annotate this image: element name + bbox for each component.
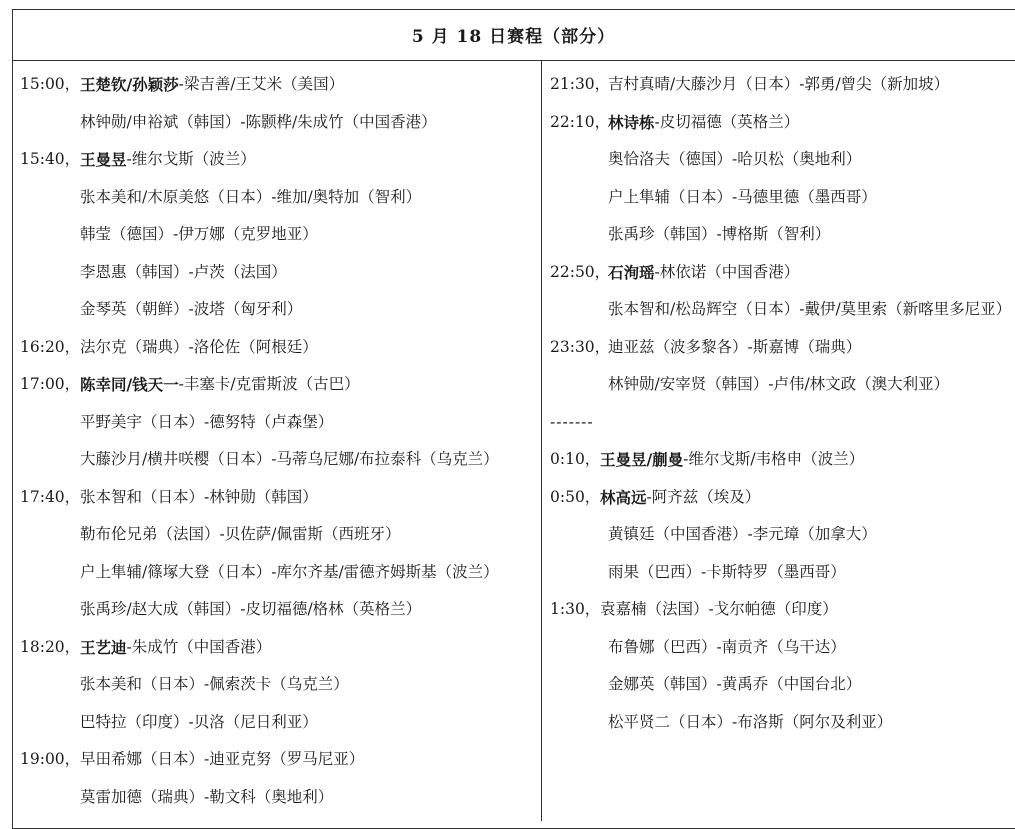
match-text: 户上隼辅/篠塚大登（日本）-库尔齐基/雷德齐姆斯基（波兰） — [80, 562, 499, 581]
match-text: 松平贤二（日本）-布洛斯（阿尔及利亚） — [608, 712, 893, 731]
match-time: 1:30， — [550, 600, 601, 618]
schedule-line — [550, 479, 1015, 517]
match-text: 张本智和/松岛辉空（日本）-戴伊/莫里索（新喀里多尼亚） — [608, 300, 1012, 318]
match-text: 大藤沙月/横井咲樱（日本）-马蒂乌尼娜/布拉泰科（乌克兰） — [80, 450, 499, 468]
schedule-line — [550, 441, 1015, 479]
match-text: 袁嘉楠（法国）-戈尔帕德（印度） — [600, 600, 838, 618]
match-text: 黄镇廷（中国香港）-李元璋（加拿大） — [608, 525, 877, 543]
featured-players: 林诗栋 — [608, 112, 655, 132]
match-text: 雨果（巴西）-卡斯特罗（墨西哥） — [608, 562, 846, 581]
match-time: 23:30， — [550, 337, 611, 356]
schedule-line — [20, 141, 538, 179]
schedule-line — [20, 216, 538, 254]
featured-players: 王曼昱/蒯曼 — [600, 450, 684, 469]
schedule-line — [550, 104, 1015, 142]
schedule-line — [20, 179, 538, 217]
match-text: -维尔戈斯/韦格申（波兰） — [683, 450, 865, 468]
schedule-line — [550, 216, 1015, 254]
schedule-line — [20, 629, 538, 667]
match-text: 李恩惠（韩国）-卢茨（法国） — [80, 262, 287, 281]
schedule-line — [20, 666, 538, 704]
match-time: 15:00， — [20, 75, 81, 93]
schedule-line — [20, 516, 538, 554]
schedule-line — [20, 591, 538, 629]
match-text: 布鲁娜（巴西）-南贡齐（乌干达） — [608, 637, 846, 656]
match-text: -阿齐兹（埃及） — [646, 487, 761, 506]
match-text: 张禹珍/赵大成（韩国）-皮切福德/格林（英格兰） — [80, 600, 422, 618]
match-text: 巴特拉（印度）-贝洛（尼日利亚） — [80, 712, 318, 731]
match-text: 莫雷加德（瑞典）-勒文科（奥地利） — [80, 787, 334, 806]
match-time: 16:20， — [20, 337, 81, 356]
match-text: 林钟勋/安宰贤（韩国）-卢伟/林文政（澳大利亚） — [608, 375, 950, 393]
schedule-column-right — [550, 66, 1015, 741]
match-text: 金琴英（朝鲜）-波塔（匈牙利） — [80, 300, 303, 318]
schedule-line — [550, 179, 1015, 217]
match-text: 勒布伦兄弟（法国）-贝佐萨/佩雷斯（西班牙） — [80, 525, 401, 543]
schedule-line — [20, 329, 538, 367]
section-separator: ------- — [550, 412, 594, 431]
match-text: 法尔克（瑞典）-洛伦佐（阿根廷） — [80, 337, 318, 356]
schedule-line — [20, 704, 538, 742]
schedule-line — [20, 66, 538, 104]
column-divider — [541, 61, 542, 821]
match-text: 迪亚兹（波多黎各）-斯嘉博（瑞典） — [608, 337, 862, 356]
featured-players: 林高远 — [600, 487, 647, 507]
match-text: 林钟勋/申裕斌（韩国）-陈颢桦/朱成竹（中国香港） — [80, 112, 437, 131]
match-text: -朱成竹（中国香港） — [126, 637, 272, 656]
schedule-line — [20, 479, 538, 517]
schedule-line — [20, 741, 538, 779]
schedule-line — [550, 704, 1015, 742]
match-time: 21:30， — [550, 75, 611, 93]
schedule-line — [550, 629, 1015, 667]
match-text: 张本美和（日本）-佩索茨卡（乌克兰） — [80, 675, 349, 693]
match-time: 17:40， — [20, 487, 81, 506]
match-text: 金娜英（韩国）-黄禹乔（中国台北） — [608, 675, 862, 693]
schedule-line — [550, 291, 1015, 329]
match-time: 18:20， — [20, 637, 81, 656]
match-text: 吉村真晴/大藤沙月（日本）-郭勇/曾尖（新加坡） — [608, 75, 950, 93]
schedule-line — [20, 366, 538, 404]
featured-players: 王楚钦/孙颖莎 — [80, 75, 179, 94]
match-text: 张本智和（日本）-林钟勋（韩国） — [80, 487, 318, 506]
match-text: -丰塞卡/克雷斯波（古巴） — [178, 375, 360, 393]
featured-players: 陈幸同/钱天一 — [80, 375, 179, 394]
match-text: 户上隼辅（日本）-马德里德（墨西哥） — [608, 187, 877, 206]
schedule-line — [20, 441, 538, 479]
match-text: -皮切福德（英格兰） — [654, 112, 800, 131]
featured-players: 王艺迪 — [80, 637, 127, 657]
schedule-line — [20, 554, 538, 592]
schedule-line — [550, 591, 1015, 629]
match-text: 平野美宇（日本）-德努特（卢森堡） — [80, 412, 334, 431]
match-time: 15:40， — [20, 150, 81, 168]
schedule-line — [550, 141, 1015, 179]
match-text: 张禹珍（韩国）-博格斯（智利） — [608, 225, 831, 243]
match-time: 22:10， — [550, 112, 611, 131]
schedule-line — [550, 366, 1015, 404]
page-title: 5 月 18 日赛程（部分） — [12, 9, 1015, 61]
match-text: 张本美和/木原美悠（日本）-维加/奥特加（智利） — [80, 187, 422, 206]
schedule-line — [20, 404, 538, 442]
featured-players: 王曼昱 — [80, 150, 127, 169]
schedule-line — [20, 779, 538, 817]
match-time: 0:50， — [550, 487, 601, 506]
match-text: -梁吉善/王艾米（美国） — [178, 75, 345, 93]
match-text: -林依诺（中国香港） — [654, 262, 800, 281]
schedule-line — [20, 291, 538, 329]
match-time: 0:10， — [550, 450, 601, 468]
match-time: 19:00， — [20, 750, 81, 768]
featured-players: 石洵瑶 — [608, 262, 655, 282]
match-text: -维尔戈斯（波兰） — [126, 150, 256, 168]
match-time: 17:00， — [20, 375, 81, 393]
schedule-line — [550, 254, 1015, 292]
schedule-line — [550, 329, 1015, 367]
schedule-line — [550, 666, 1015, 704]
match-time: 22:50， — [550, 262, 611, 281]
schedule-line — [550, 66, 1015, 104]
schedule-line — [550, 516, 1015, 554]
schedule-line — [20, 254, 538, 292]
schedule-line — [550, 554, 1015, 592]
match-text: 韩莹（德国）-伊万娜（克罗地亚） — [80, 225, 318, 243]
match-text: 早田希娜（日本）-迪亚克努（罗马尼亚） — [80, 750, 365, 768]
match-text: 奥恰洛夫（德国）-哈贝松（奥地利） — [608, 150, 862, 168]
schedule-line — [550, 404, 1015, 442]
schedule-line — [20, 104, 538, 142]
schedule-column-left — [20, 66, 538, 816]
